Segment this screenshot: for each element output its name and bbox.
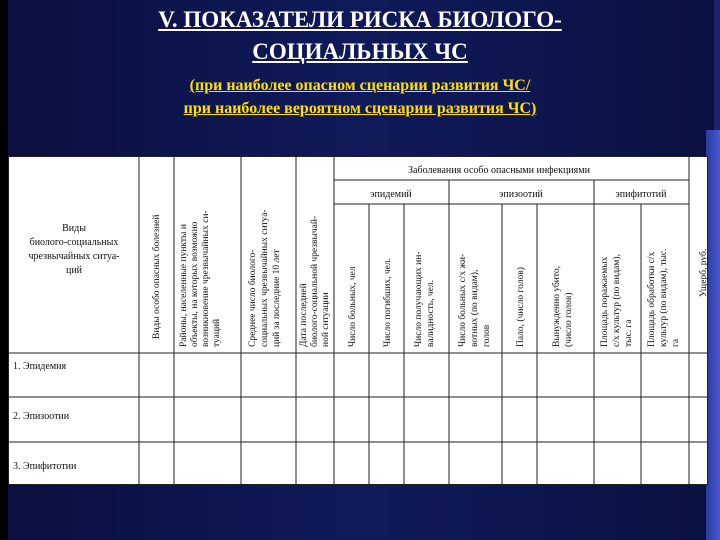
svg-text:биолого-социальной чрезвычай-: биолого-социальной чрезвычай-	[310, 215, 320, 347]
svg-text:туаций: туаций	[212, 318, 222, 347]
col-header-disabled	[414, 252, 436, 348]
col-header-last-date	[298, 216, 331, 347]
corner-header-line2: биолого-социальных	[29, 237, 119, 248]
corner-header-line4: ций	[65, 265, 83, 276]
subheader-epidemic: эпидемий	[370, 189, 412, 200]
slide-subtitle-line1: (при наиболее опасном сценарии развития ЧС/	[189, 77, 531, 94]
col-header-killed	[551, 266, 574, 347]
col-header-fallen: Пало, (число голов)	[516, 267, 526, 347]
right-accent-bar	[706, 130, 720, 540]
scanned-table	[8, 156, 708, 485]
svg-text:культур (по видам), тыс.: культур (по видам), тыс.	[659, 248, 669, 347]
svg-text:тыс. га: тыс. га	[624, 319, 634, 347]
svg-text:с/х культур (по видам),: с/х культур (по видам),	[612, 254, 622, 347]
svg-text:возникновение чрезвычайных си-: возникновение чрезвычайных си-	[201, 210, 211, 347]
subheader-epiphytotic: эпифитотий	[615, 189, 667, 200]
group-header-infections: Заболевания особо опасными инфекциями	[408, 165, 590, 176]
svg-text:Число получающих ин-: Число получающих ин-	[414, 251, 424, 347]
slide-title-line1: V. ПОКАЗАТЕЛИ РИСКА БИОЛОГО-	[158, 7, 562, 32]
svg-text:социальных чрезвычайных ситуа-: социальных чрезвычайных ситуа-	[260, 209, 270, 347]
corner-header-line1: Виды	[62, 223, 86, 234]
svg-text:Площадь поражаемых: Площадь поражаемых	[600, 256, 610, 347]
corner-header-line3: чрезвычайных ситуа-	[28, 251, 120, 262]
svg-text:ций за последние 10 лет: ций за последние 10 лет	[272, 249, 282, 347]
svg-text:Вынужденно убито,: Вынужденно убито,	[552, 265, 562, 347]
col-header-area-affected	[600, 254, 634, 347]
col-header-area-treated	[646, 249, 681, 347]
svg-text:га: га	[671, 338, 681, 347]
col-header-average-count	[247, 209, 282, 347]
row-label-epiphytotic: 3. Эпифитотии	[13, 461, 77, 472]
col-header-sick: Число больных, чел	[348, 266, 358, 347]
slide-title-line2: СОЦИАЛЬНЫХ ЧС	[252, 39, 468, 64]
svg-text:Районы, населенные пункты и: Районы, населенные пункты и	[179, 224, 189, 347]
subheader-epizootic: эпизоотий	[499, 189, 543, 200]
svg-text:валидность, чел.: валидность, чел.	[426, 280, 436, 347]
col-header-disease-types: Виды особо опасных болезней	[152, 214, 162, 339]
svg-text:Число больных с/х жи-: Число больных с/х жи-	[458, 253, 468, 347]
svg-text:ной ситуации: ной ситуации	[321, 292, 331, 347]
svg-text:голов: голов	[482, 324, 492, 347]
col-header-sick-animals	[457, 254, 492, 347]
svg-text:Дата последней: Дата последней	[299, 283, 309, 347]
svg-text:объекты, на которых возможно: объекты, на которых возможно	[190, 221, 200, 347]
col-header-dead: Число погибших, чел.	[383, 258, 393, 347]
svg-text:(число голов): (число голов)	[564, 292, 574, 347]
col-header-areas	[178, 210, 222, 347]
slide-subtitle-line2: при наиболее вероятном сценарии развития ЧС)	[183, 100, 537, 117]
svg-text:вотных (по видам),: вотных (по видам),	[470, 269, 480, 347]
row-label-epidemic: 1. Эпидемия	[13, 361, 67, 372]
svg-text:Среднее число биолого-: Среднее число биолого-	[248, 249, 258, 347]
table-drawing	[9, 157, 707, 484]
col-header-damage: Ущерб, руб.	[699, 248, 709, 297]
row-label-epizootic: 2. Эпизоотии	[13, 411, 70, 422]
svg-text:Площадь обработки с/х: Площадь обработки с/х	[647, 251, 657, 347]
